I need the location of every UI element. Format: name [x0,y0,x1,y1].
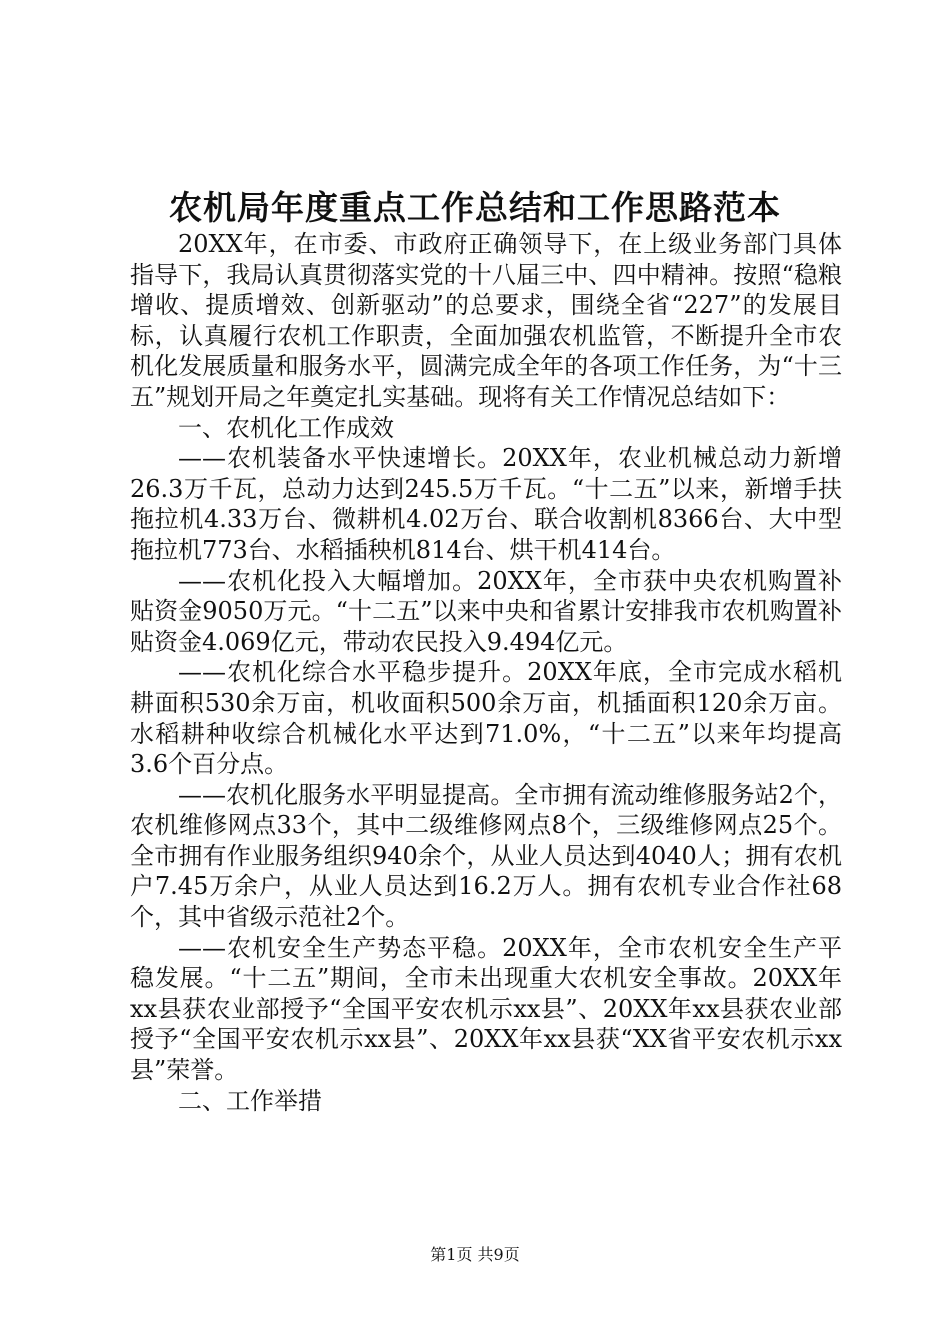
page-number-footer: 第1页 共9页 [430,1245,520,1264]
document-body [130,229,842,1116]
paragraph-equipment: ——农机装备水平快速增长。20XX年，农业机械总动力新增26.3万千瓦，总动力达到245.5万千瓦。“十二五”以来，新增手扶拖拉机4.33万台、微耕机4.02万台、联合收割机8366台、大中型拖拉机773台、水稻插秧机814台、烘干机414台。 [130,444,842,564]
paragraph-safety: ——农机安全生产势态平稳。20XX年，全市农机安全生产平稳发展。“十二五”期间，全市未出现重大农机安全事故。20XX年xx县获农业部授予“全国平安农机示xx县”、20XX年xx县获农业部授予“全国平安农机示xx县”、20XX年xx县获“XX省平安农机示xx县”荣誉。 [130,933,842,1085]
paragraph-investment: ——农机化投入大幅增加。20XX年，全市获中央农机购置补贴资金9050万元。“十二五”以来中央和省累计安排我市农机购置补贴资金4.069亿元，带动农民投入9.494亿元。 [130,566,842,656]
document-title: 农机局年度重点工作总结和工作思路范本 [169,188,781,227]
paragraph-mechanization-level: ——农机化综合水平稳步提升。20XX年底，全市完成水稻机耕面积530余万亩，机收面积500余万亩，机插面积120余万亩。水稻耕种收综合机械化水平达到71.0%，“十二五”以来年均提高3.6个百分点。 [130,658,842,779]
section-heading-achievements: 一、农机化工作成效 [178,413,394,442]
paragraph-service-level: ——农机化服务水平明显提高。全市拥有流动维修服务站2个，农机维修网点33个，其中二级维修网点8个，三级维修网点25个。全市拥有作业服务组织940余个，从业人员达到4040人；拥有农机户7.45万余户，从业人员达到16.2万人。拥有农机专业合作社68个，其中省级示范社2个。 [130,780,842,932]
section-heading-measures: 二、工作举措 [178,1086,322,1115]
intro-paragraph: 20XX年，在市委、市政府正确领导下，在上级业务部门具体指导下，我局认真贯彻落实党的十八届三中、四中精神。按照“稳粮增收、提质增效、创新驱动”的总要求，围绕全省“227”的发展目标，认真履行农机工作职责，全面加强农机监管，不断提升全市农机化发展质量和服务水平，圆满完成全年的各项工作任务，为“十三五”规划开局之年奠定扎实基础。现将有关工作情况总结如下： [130,230,842,411]
